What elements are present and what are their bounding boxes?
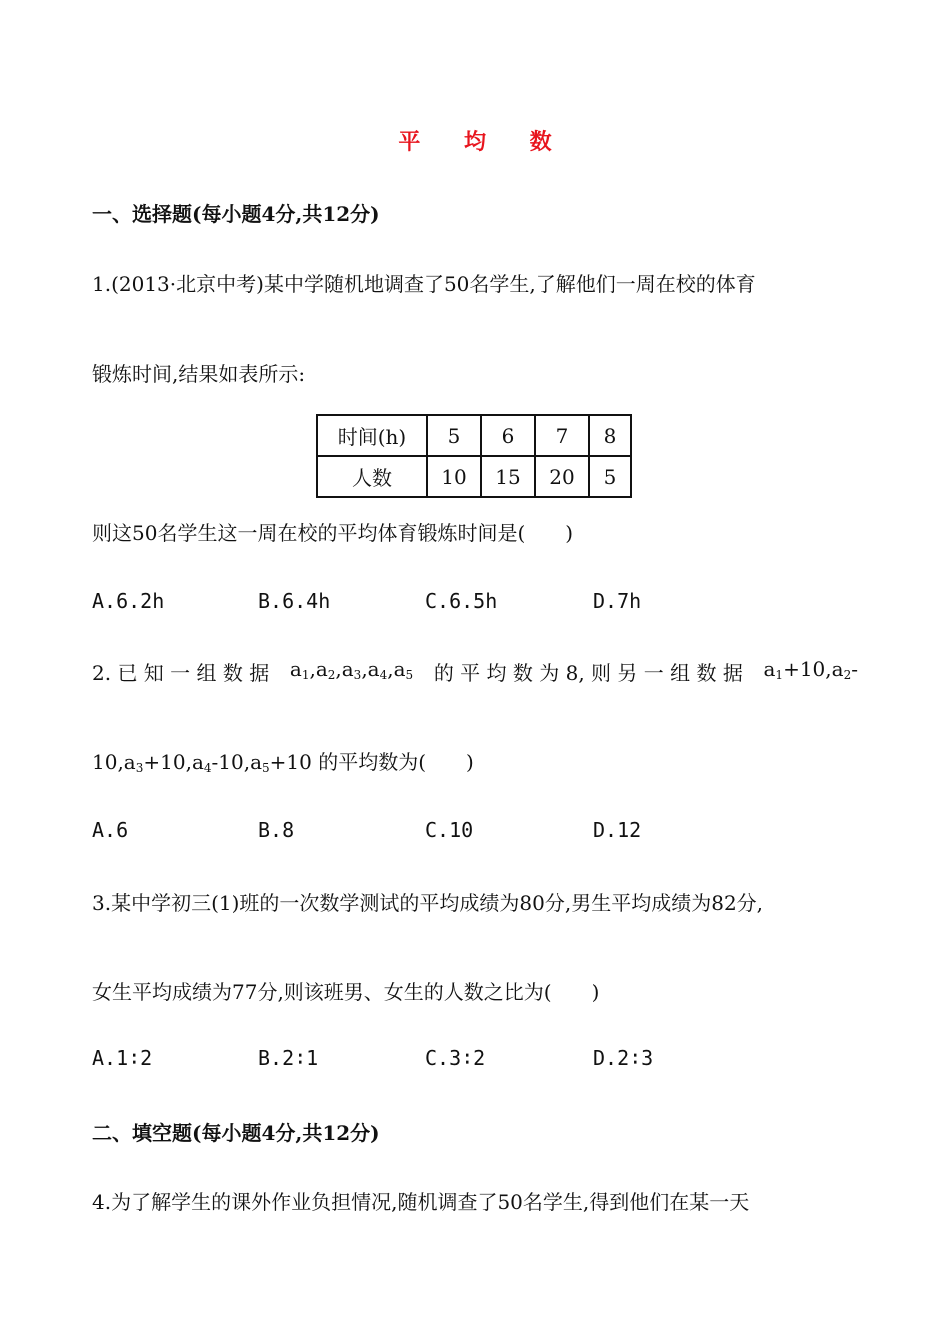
- table-cell: 15: [481, 456, 535, 497]
- table-row: [317, 456, 631, 497]
- q2-option-a: A.6: [92, 818, 129, 842]
- q1-option-d: D.7h: [593, 589, 642, 613]
- q3-line2-text: 女生平均成绩为77分,则该班男、女生的人数之比为(: [92, 980, 552, 1004]
- q2-close-paren: ): [466, 750, 474, 774]
- q1-line1: 1.(2013·北京中考)某中学随机地调查了50名学生,了解他们一周在校的体育: [92, 272, 756, 296]
- q2-mid: 的 平 均 数 为 8, 则 另 一 组 数 据: [433, 661, 743, 685]
- q2-line1: [92, 657, 858, 686]
- q2-lead: 2. 已 知 一 组 数 据: [92, 661, 270, 685]
- table-row: [317, 415, 631, 456]
- q1-option-b: B.6.4h: [258, 589, 331, 613]
- q4-line1: 4.为了解学生的课外作业负担情况,随机调查了50名学生,得到他们在某一天: [92, 1190, 750, 1214]
- q1-question: [92, 517, 573, 546]
- q3-option-d: D.2∶3: [593, 1046, 654, 1070]
- q2-option-c: C.10: [425, 818, 474, 842]
- q1-option-a: A.6.2h: [92, 589, 165, 613]
- table-cell: 8: [589, 415, 631, 456]
- q2-line2: [92, 746, 474, 775]
- table-header-count: 人数: [317, 456, 427, 497]
- q2-line2-text: $10,a_3+10,a_4-10,a_5+10$ 的平均数为(: [92, 750, 427, 775]
- q3-line1: 3.某中学初三(1)班的一次数学测试的平均成绩为80分,男生平均成绩为82分,: [92, 891, 764, 915]
- table-cell: 7: [535, 415, 589, 456]
- table-cell: 5: [427, 415, 481, 456]
- q3-option-a: A.1∶2: [92, 1046, 153, 1070]
- table-cell: 6: [481, 415, 535, 456]
- table-header-time: 时间(h): [317, 415, 427, 456]
- q3-option-b: B.2∶1: [258, 1046, 319, 1070]
- q2-option-d: D.12: [593, 818, 642, 842]
- q3-close-paren: ): [591, 980, 600, 1004]
- table-cell: 20: [535, 456, 589, 497]
- table-cell: 10: [427, 456, 481, 497]
- table-cell: 5: [589, 456, 631, 497]
- q1-close-paren: ): [565, 521, 574, 545]
- q2-data-vars: $a_1,a_2,a_3,a_4,a_5$: [289, 657, 414, 682]
- section-heading-fill: 二、填空题(每小题4分,共12分): [92, 1121, 380, 1145]
- q3-line2: [92, 976, 599, 1005]
- q2-tail: $a_1+10,a_2-$: [763, 657, 858, 682]
- q3-option-c: C.3∶2: [425, 1046, 486, 1070]
- q1-line2: 锻炼时间,结果如表所示:: [92, 362, 306, 386]
- section-heading-choice: 一、选择题(每小题4分,共12分): [92, 202, 380, 226]
- page-title: 平 均 数: [398, 129, 570, 155]
- time-count-table: [316, 414, 632, 498]
- q1-question-text: 则这50名学生这一周在校的平均体育锻炼时间是(: [92, 521, 526, 545]
- q1-option-c: C.6.5h: [425, 589, 498, 613]
- q2-option-b: B.8: [258, 818, 295, 842]
